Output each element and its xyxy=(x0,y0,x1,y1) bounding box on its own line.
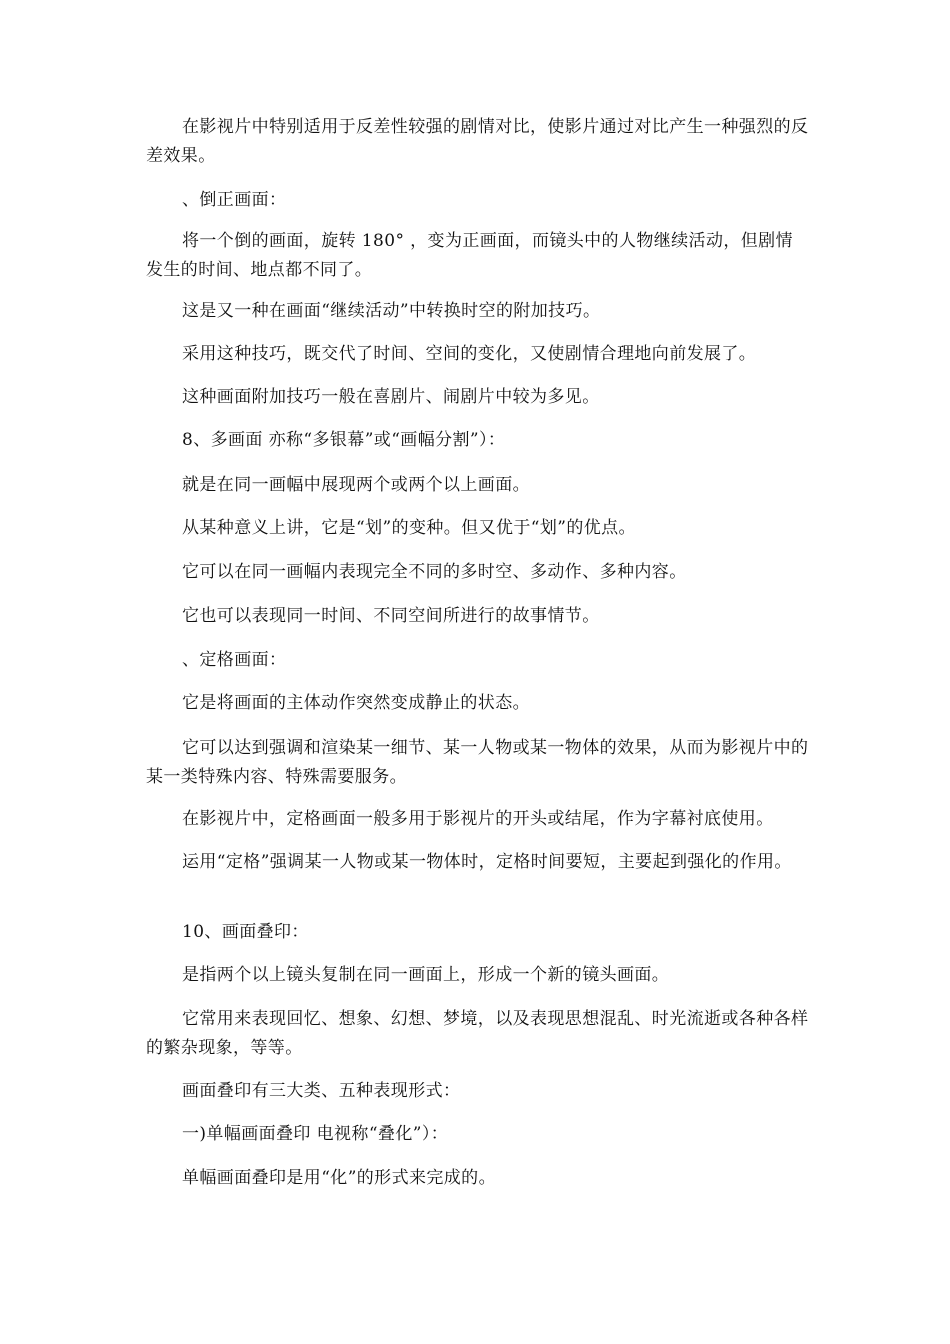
paragraph-three-categories: 画面叠印有三大类、五种表现形式： xyxy=(182,1081,461,1101)
heading-inverted-frame: 、倒正画面： xyxy=(182,190,287,210)
heading-freeze-frame: 、定格画面： xyxy=(182,650,287,670)
paragraph-continuing-activity: 这是又一种在画面“继续活动”中转换时空的附加技巧。 xyxy=(182,301,601,321)
paragraph-multi-frame-definition: 就是在同一画幅中展现两个或两个以上画面。 xyxy=(182,475,530,495)
paragraph-dissolve-form: 单幅画面叠印是用“化”的形式来完成的。 xyxy=(182,1168,496,1188)
paragraph-time-space-change: 采用这种技巧，既交代了时间、空间的变化，又使剧情合理地向前发展了。 xyxy=(182,344,757,364)
heading-single-frame-superimposition: 一)单幅画面叠印 电视称“叠化”）： xyxy=(182,1124,449,1144)
heading-multi-frame: 8、多画面 亦称“多银幕”或“画幅分割”）： xyxy=(182,430,506,450)
paragraph-freeze-emphasis: 它可以达到强调和渲染某一细节、某一人物或某一物体的效果，从而为影视片中的某一类特殊内容、特殊需要服务。 xyxy=(146,738,809,787)
paragraph-superimposition-uses: 它常用来表现回忆、想象、幻想、梦境，以及表现思想混乱、时光流逝或各种各样的繁杂现象，等等。 xyxy=(146,1009,809,1058)
paragraph-multi-content: 它可以在同一画幅内表现完全不同的多时空、多动作、多种内容。 xyxy=(182,562,687,582)
paragraph-superimposition-definition: 是指两个以上镜头复制在同一画面上，形成一个新的镜头画面。 xyxy=(182,965,670,985)
paragraph-same-time: 它也可以表现同一时间、不同空间所进行的故事情节。 xyxy=(182,606,600,626)
paragraph-contrast-effect: 在影视片中特别适用于反差性较强的剧情对比，使影片通过对比产生一种强烈的反差效果。 xyxy=(146,117,809,166)
paragraph-wipe-variant: 从某种意义上讲，它是“划”的变种。但又优于“划”的优点。 xyxy=(182,518,636,538)
paragraph-freeze-definition: 它是将画面的主体动作突然变成静止的状态。 xyxy=(182,693,530,713)
paragraph-comedy-usage: 这种画面附加技巧一般在喜剧片、闹剧片中较为多见。 xyxy=(182,387,600,407)
paragraph-freeze-short: 运用“定格”强调某一人物或某一物体时，定格时间要短，主要起到强化的作用。 xyxy=(182,852,792,872)
heading-superimposition: 10、画面叠印： xyxy=(182,922,309,942)
paragraph-freeze-subtitles: 在影视片中，定格画面一般多用于影视片的开头或结尾，作为字幕衬底使用。 xyxy=(182,809,774,829)
paragraph-rotate-180: 将一个倒的画面，旋转 180° ，变为正画面，而镜头中的人物继续活动，但剧情发生的时间、地点都不同了。 xyxy=(146,231,793,280)
